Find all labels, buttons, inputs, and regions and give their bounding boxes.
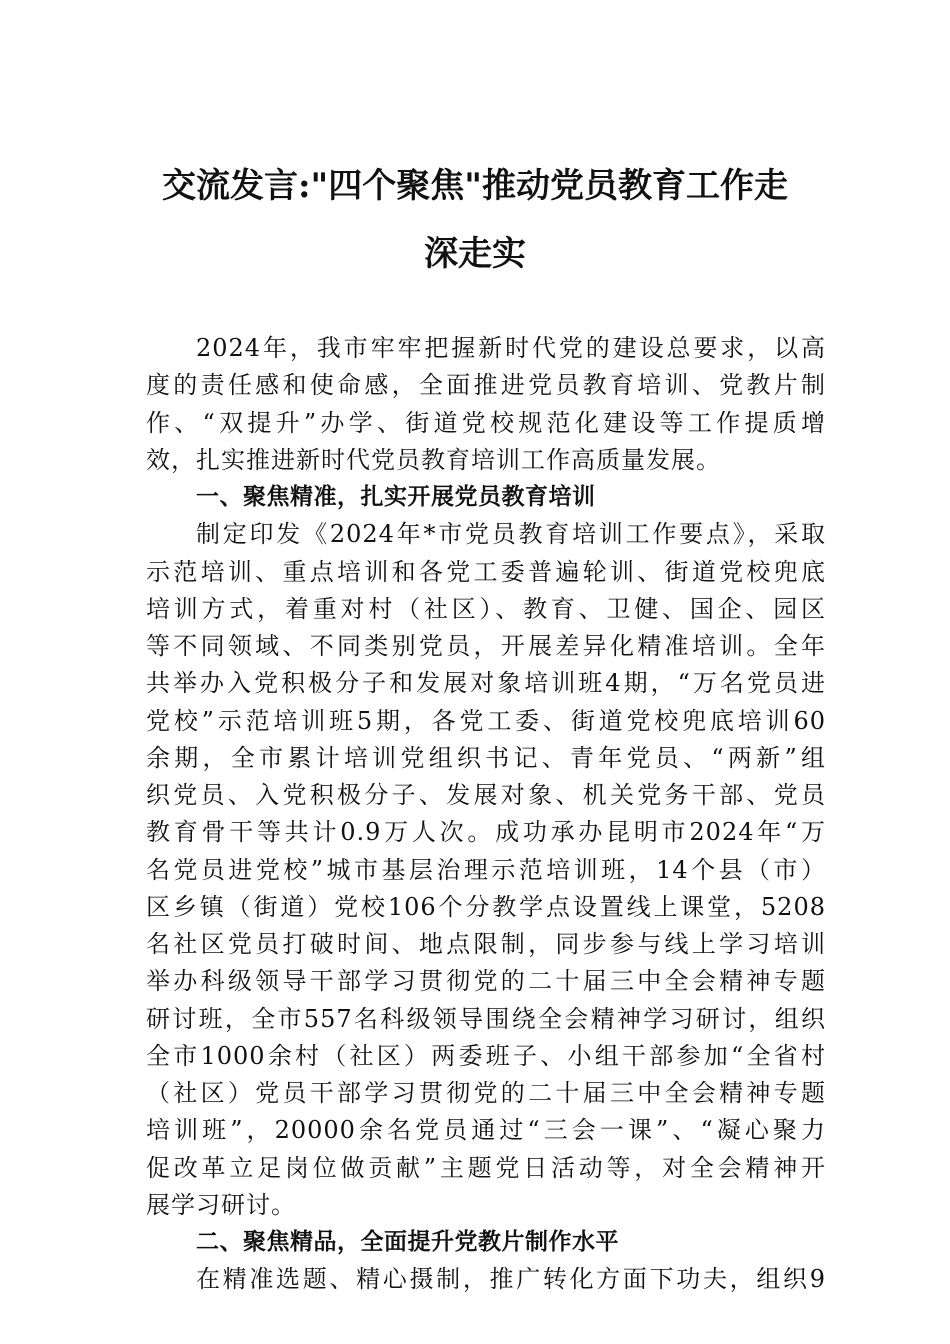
section-1-line: 全市1000余村（社区）两委班子、小组干部参加“全省村 <box>146 1041 826 1070</box>
section-1-heading: 一、聚焦精准，扎实开展党员教育培训 <box>196 484 596 510</box>
section-1-line: 培训方式，着重对村（社区）、教育、卫健、国企、园区 <box>146 594 826 623</box>
section-1-line: 共举办入党积极分子和发展对象培训班4期，“万名党员进 <box>146 669 826 698</box>
intro-line: 2024年，我市牢牢把握新时代党的建设总要求，以高 <box>196 334 826 362</box>
section-1-line: 名党员进党校”城市基层治理示范培训班，14个县（市） <box>146 855 826 884</box>
section-1-line: 制定印发《2024年*市党员教育培训工作要点》，采取 <box>196 520 826 549</box>
section-1-line: 展学习研讨。 <box>146 1190 296 1219</box>
document-body <box>146 330 826 1299</box>
section-1-line: 织党员、入党积极分子、发展对象、机关党务干部、党员 <box>146 781 826 809</box>
section-1-line: 名社区党员打破时间、地点限制，同步参与线上学习培训 <box>146 930 826 958</box>
intro-line: 效，扎实推进新时代党员教育培训工作高质量发展。 <box>146 445 721 474</box>
section-1-line: 教育骨干等共计0.9万人次。成功承办昆明市2024年“万 <box>146 818 826 847</box>
section-1-line: 区乡镇（街道）党校106个分教学点设置线上课堂，5208 <box>146 892 826 921</box>
section-1-line: 示范培训、重点培训和各党工委普遍轮训、街道党校兜底 <box>146 557 826 586</box>
section-2-line: 在精准选题、精心摄制，推广转化方面下功夫，组织9 <box>196 1265 826 1294</box>
section-1-line: 研讨班，全市557名科级领导围绕全会精神学习研讨，组织 <box>146 1004 826 1033</box>
section-1-line: 举办科级领导干部学习贯彻党的二十届三中全会精神专题 <box>146 967 826 996</box>
document-title-line-2: 深走实 <box>424 234 526 274</box>
section-1-line: 培训班”，20000余名党员通过“三会一课”、“凝心聚力 <box>146 1116 826 1145</box>
section-2-heading: 二、聚焦精品，全面提升党教片制作水平 <box>196 1229 619 1255</box>
section-1-line: 党校”示范培训班5期，各党工委、街道党校兜底培训60 <box>146 706 826 735</box>
section-1-line: （社区）党员干部学习贯彻党的二十届三中全会精神专题 <box>146 1079 826 1107</box>
intro-line: 作、“双提升”办学、街道党校规范化建设等工作提质增 <box>146 408 826 437</box>
section-1-line: 余期，全市累计培训党组织书记、青年党员、“两新”组 <box>146 743 826 772</box>
document-title-line-1: 交流发言:"四个聚焦"推动党员教育工作走 <box>162 166 788 206</box>
section-1-line: 等不同领域、不同类别党员，开展差异化精准培训。全年 <box>146 632 826 660</box>
intro-line: 度的责任感和使命感，全面推进党员教育培训、党教片制 <box>146 371 826 400</box>
section-1-line: 促改革立足岗位做贡献”主题党日活动等，对全会精神开 <box>146 1153 826 1182</box>
